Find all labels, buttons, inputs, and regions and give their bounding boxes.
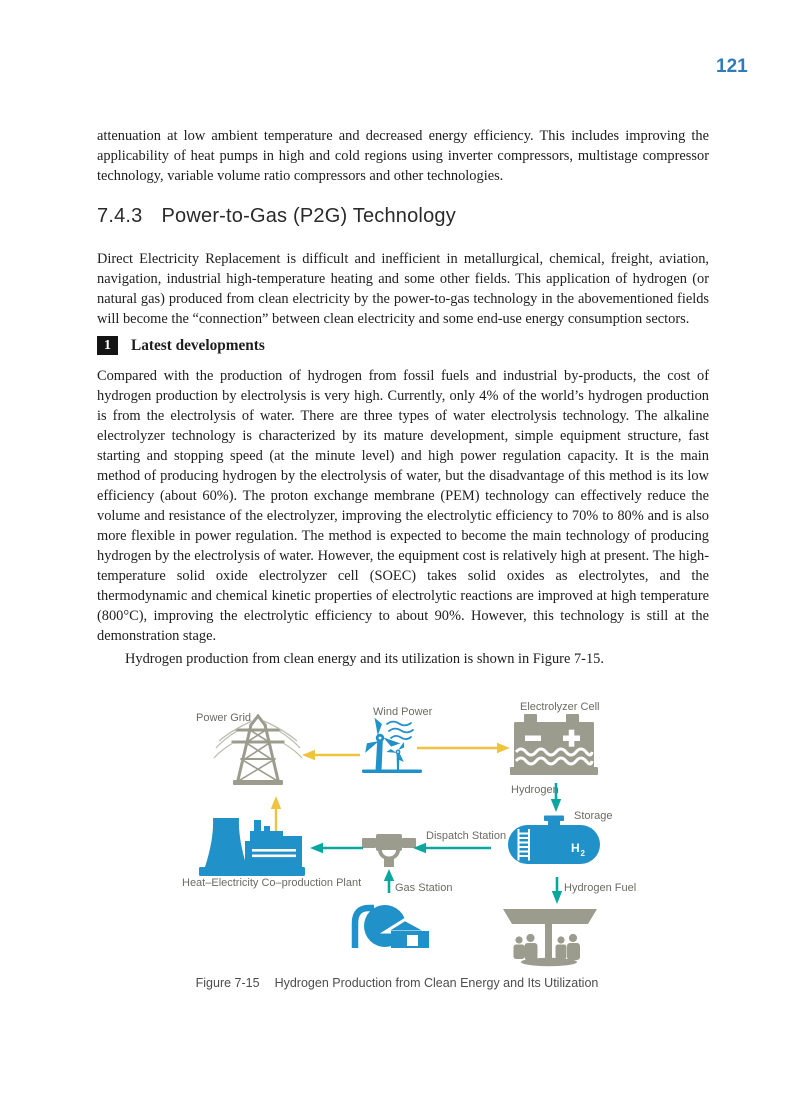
dispatch-station-icon <box>362 834 416 867</box>
power-grid-label: Power Grid <box>196 712 252 724</box>
power-grid-wires <box>214 721 302 758</box>
plant-label: Heat–Electricity Co–production Plant <box>182 877 362 889</box>
hydrogen-fuel-station-icon <box>503 909 597 966</box>
intro-paragraph: attenuation at low ambient temperature and decreased energy efficiency. This includes improving the applicability of heat pumps in high and cold regions using inverter compressors, multistage compressor technology, variable volume ratio compressors and other technologies. <box>97 128 709 184</box>
power-grid-tower-icon <box>233 716 283 780</box>
arrow-wind-to-grid <box>302 750 360 760</box>
storage-tank-icon <box>508 816 600 865</box>
arrow-dispatch-to-plant <box>310 843 363 853</box>
electrolyzer-label: Electrolyzer Cell <box>520 701 600 713</box>
coproduction-plant-icon <box>199 818 305 876</box>
list-number-badge: 1 <box>97 336 118 355</box>
figure-ref-paragraph: Hydrogen production from clean energy and its utilization is shown in Figure 7-15. <box>125 651 604 667</box>
wind-power-label: Wind Power <box>373 706 433 718</box>
power-grid-base <box>233 780 283 785</box>
arrow-storage-to-dispatch <box>413 843 491 853</box>
hydrogen-label: Hydrogen <box>511 784 559 796</box>
wind-gust-icon <box>387 722 413 740</box>
wind-turbine-icon <box>361 716 422 773</box>
figure-caption-title: Hydrogen Production from Clean Energy and Its Utilization <box>274 976 599 990</box>
tank-h2-label: H <box>571 841 580 855</box>
figure-caption <box>0 976 794 990</box>
section-heading <box>97 205 709 228</box>
developments-paragraph: Compared with the production of hydrogen from fossil fuels and industrial by-products, the cost of hydrogen production by electrolysis is very high. Currently, only 4% of the world’s hydrogen production is from the electrolysis of water. There are three types of water electrolysis technology. The alkaline electrolyzer technology is characterized by its mature development, simple equipment structure, fast starting and stopping speed (at the minute level) and high power regulation capacity. It is the main method of producing hydrogen by the electrolysis of water, but the disadvantage of this method is its low efficiency (about 60%). The proton exchange membrane (PEM) technology can effectively reduce the volume and resistance of the electrolyzer, improving the electrolytic efficiency to 70% to 80% and is also more flexible in power regulation. The method is expected to become the main technology of producing hydrogen by the electrolysis of water. However, the equipment cost is relatively high at present. The high-temperature solid oxide electrolyzer cell (SOEC) takes solid oxides as electrolytes, and the thermodynamic and chemical kinetic properties of electrolytic reactions are improved at high temperature (800°C), improving the electrolytic efficiency to about 90%. However, this technology is still at the demonstration stage. <box>97 368 709 644</box>
storage-label: Storage <box>574 810 613 822</box>
section-number: 7.4.3 <box>97 205 143 227</box>
page-content <box>97 126 709 669</box>
list-item-heading <box>97 336 709 355</box>
page-number: 121 <box>716 56 748 77</box>
list-item-title: Latest developments <box>131 336 265 354</box>
gas-station-label: Gas Station <box>395 882 453 894</box>
figure-7-15-diagram <box>150 695 650 985</box>
p2g-paragraph: Direct Electricity Replacement is difficult and inefficient in metallurgical, chemical, freight, aviation, navigation, industrial high-temperature heating and some other fields. This application of hydrogen (or natural gas) produced from clean electricity by the power-to-gas technology in the abovementioned fields will become the “connection” between clean electricity and some end-use energy consumption sectors. <box>97 251 709 327</box>
dispatch-station-label: Dispatch Station <box>426 830 507 842</box>
hydrogen-fuel-label: Hydrogen Fuel <box>564 882 637 894</box>
figure-caption-label: Figure 7-15 <box>195 976 260 990</box>
section-title: Power-to-Gas (P2G) Technology <box>161 205 456 227</box>
arrow-wind-to-electrolyzer <box>417 743 510 753</box>
arrow-plant-to-grid <box>271 796 281 831</box>
electrolyzer-cell-icon <box>510 714 598 775</box>
gas-station-icon <box>355 905 429 948</box>
tank-h2-subscript: 2 <box>580 849 585 858</box>
arrow-gas-station-to-dispatch <box>384 869 394 893</box>
arrow-storage-to-fuel-station <box>552 877 562 904</box>
